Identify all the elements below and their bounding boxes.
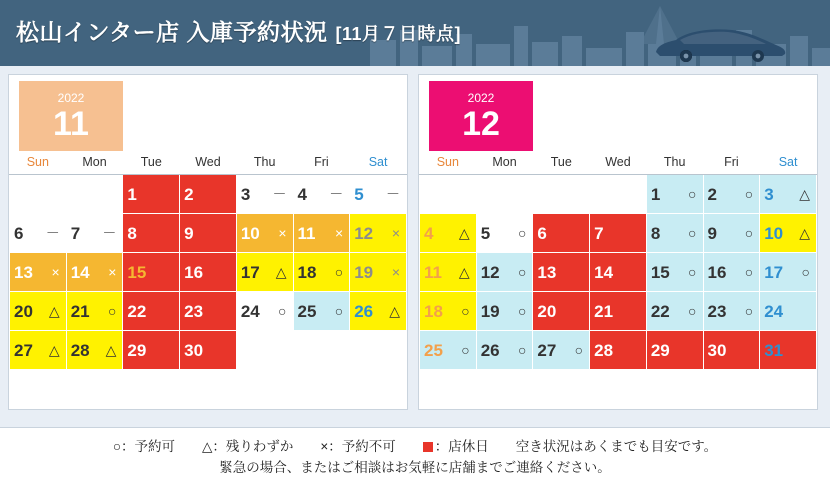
day-cell[interactable]: [350, 175, 407, 214]
weekday-header-thu: Thu: [236, 151, 293, 175]
availability-mark: ○: [688, 225, 697, 241]
day-number: 22: [650, 301, 670, 321]
availability-mark: △: [799, 186, 810, 202]
day-cell[interactable]: [123, 175, 180, 214]
day-number: 24: [764, 301, 784, 321]
availability-mark: －: [102, 225, 117, 241]
week-row: [10, 214, 407, 253]
day-number: 27: [14, 340, 33, 360]
day-cell[interactable]: [476, 331, 533, 370]
day-number: 2: [184, 184, 194, 204]
day-number: 9: [184, 223, 194, 243]
day-cell[interactable]: [760, 331, 817, 370]
availability-mark: △: [458, 264, 470, 280]
day-number: 6: [14, 223, 24, 243]
year-label: 2022: [57, 91, 85, 105]
day-cell[interactable]: [420, 292, 477, 331]
day-number: 14: [594, 262, 614, 282]
day-number: 19: [480, 301, 500, 321]
day-number: 10: [240, 223, 260, 243]
day-cell[interactable]: [236, 292, 293, 331]
availability-mark: ○: [107, 303, 117, 319]
day-number: 8: [650, 223, 661, 243]
day-number: 4: [297, 184, 307, 204]
page-title-note: [11月７日時点]: [335, 24, 462, 44]
day-cell-empty: [533, 370, 590, 409]
availability-mark: ○: [334, 303, 344, 319]
day-number: 25: [297, 301, 317, 321]
availability-mark: △: [105, 342, 117, 358]
day-cell[interactable]: [123, 292, 180, 331]
day-number: 21: [70, 301, 90, 321]
weekday-header-tue: Tue: [533, 151, 590, 175]
availability-mark: ○: [334, 264, 344, 280]
month-label: 11: [53, 105, 89, 143]
day-number: 30: [707, 340, 727, 360]
day-number: 28: [594, 340, 614, 360]
day-number: 2: [707, 184, 717, 204]
day-number: 1: [127, 184, 137, 204]
availability-mark: ○: [744, 225, 754, 241]
day-number: 5: [480, 223, 491, 243]
day-cell[interactable]: [646, 292, 703, 331]
page-title-text: 松山インター店 入庫予約状況: [16, 19, 328, 45]
day-number: 12: [354, 223, 374, 243]
day-number: 29: [127, 340, 147, 360]
day-cell[interactable]: [703, 292, 760, 331]
day-cell[interactable]: [420, 253, 477, 292]
day-number: 13: [537, 262, 557, 282]
availability-mark: －: [386, 186, 400, 202]
weekday-header-sun: Sun: [420, 151, 477, 175]
legend-holiday-text: ：店休日 空き状況はあくまでも目安です。: [434, 439, 718, 454]
day-number: 9: [707, 223, 717, 243]
day-cell[interactable]: [533, 214, 590, 253]
day-number: 18: [424, 301, 443, 321]
day-cell[interactable]: [590, 331, 647, 370]
day-number: 10: [764, 223, 784, 243]
day-cell[interactable]: [533, 292, 590, 331]
availability-mark: △: [458, 225, 470, 241]
day-number: 24: [240, 301, 260, 321]
week-row: [420, 292, 817, 331]
day-number: 23: [707, 301, 727, 321]
day-number: 17: [764, 262, 784, 282]
day-cell[interactable]: [703, 214, 760, 253]
day-number: 19: [354, 262, 374, 282]
year-label: 2022: [467, 91, 495, 105]
day-cell[interactable]: [760, 214, 817, 253]
day-cell-empty: [66, 175, 123, 214]
weekday-header-sat: Sat: [760, 151, 817, 175]
availability-mark: △: [48, 342, 60, 358]
day-number: 17: [240, 262, 260, 282]
day-cell[interactable]: [236, 175, 293, 214]
day-cell[interactable]: [10, 214, 67, 253]
day-cell-empty: [420, 370, 477, 409]
day-cell-empty: [476, 175, 533, 214]
day-number: 23: [184, 301, 204, 321]
page-header: [0, 0, 830, 66]
day-number: 26: [480, 340, 500, 360]
day-number: 3: [240, 184, 251, 204]
day-number: 21: [594, 301, 614, 321]
day-number: 27: [537, 340, 557, 360]
availability-mark: ○: [517, 264, 527, 280]
day-cell[interactable]: [123, 253, 180, 292]
availability-mark: ○: [278, 303, 287, 319]
day-cell[interactable]: [703, 175, 760, 214]
day-cell[interactable]: [180, 214, 237, 253]
day-cell[interactable]: [180, 175, 237, 214]
availability-mark: ○: [744, 303, 754, 319]
day-number: 16: [184, 262, 204, 282]
day-cell[interactable]: [10, 253, 67, 292]
day-cell[interactable]: [703, 331, 760, 370]
calendars-area: [0, 66, 830, 481]
day-cell[interactable]: [476, 292, 533, 331]
weekday-header-sat: Sat: [350, 151, 407, 175]
weekday-header-wed: Wed: [180, 151, 237, 175]
day-number: 12: [480, 262, 500, 282]
day-cell-empty: [646, 370, 703, 409]
availability-mark: ○: [744, 186, 754, 202]
availability-mark: ○: [688, 186, 697, 202]
day-cell[interactable]: [533, 253, 590, 292]
day-cell[interactable]: [420, 331, 477, 370]
day-cell[interactable]: [533, 331, 590, 370]
month-label: 12: [462, 105, 500, 143]
day-number: 11: [424, 262, 442, 282]
day-number: 25: [424, 340, 443, 360]
weekday-header-wed: Wed: [590, 151, 647, 175]
legend: [0, 427, 830, 489]
day-cell[interactable]: [123, 214, 180, 253]
day-cell[interactable]: [180, 253, 237, 292]
day-cell[interactable]: [646, 214, 703, 253]
day-cell[interactable]: [646, 253, 703, 292]
day-cell[interactable]: [10, 292, 67, 331]
day-cell[interactable]: [760, 175, 817, 214]
availability-mark: ○: [688, 303, 697, 319]
calendar-grid-december: [419, 151, 817, 409]
day-cell[interactable]: [476, 253, 533, 292]
day-cell-empty: [590, 370, 647, 409]
weekday-header-fri: Fri: [703, 151, 760, 175]
week-row: [420, 253, 817, 292]
day-cell[interactable]: [293, 292, 350, 331]
availability-mark: －: [45, 225, 60, 241]
calendar-november: [8, 74, 408, 410]
week-row: [420, 175, 817, 214]
day-number: 7: [70, 223, 81, 243]
day-cell[interactable]: [66, 214, 123, 253]
day-cell[interactable]: [760, 292, 817, 331]
weekday-header-mon: Mon: [476, 151, 533, 175]
availability-mark: △: [275, 264, 287, 280]
availability-mark: ×: [335, 225, 344, 241]
day-number: 15: [127, 262, 147, 282]
day-number: 31: [764, 340, 784, 360]
calendar-header-november: [9, 75, 407, 151]
day-cell[interactable]: [180, 292, 237, 331]
day-number: 29: [650, 340, 670, 360]
availability-mark: ○: [801, 264, 810, 280]
weekday-header-tue: Tue: [123, 151, 180, 175]
day-number: 28: [70, 340, 90, 360]
weekday-header-row: [420, 151, 817, 175]
availability-mark: ○: [517, 342, 527, 358]
car-icon: [650, 26, 790, 62]
day-cell[interactable]: [350, 214, 407, 253]
day-number: 6: [537, 223, 547, 243]
day-cell[interactable]: [293, 175, 350, 214]
legend-symbols-text: ○：予約可 △：残りわずか ×：予約不可: [112, 439, 423, 454]
day-cell-empty: [476, 370, 533, 409]
day-number: 16: [707, 262, 727, 282]
day-cell[interactable]: [646, 175, 703, 214]
weekday-header-sun: Sun: [10, 151, 67, 175]
availability-mark: ×: [51, 264, 60, 280]
holiday-color-swatch: [423, 442, 433, 452]
day-cell-empty: [236, 331, 293, 370]
day-number: 15: [650, 262, 670, 282]
day-number: 26: [354, 301, 374, 321]
day-cell-empty: [10, 175, 67, 214]
day-number: 3: [764, 184, 774, 204]
availability-mark: ×: [391, 225, 400, 241]
day-cell[interactable]: [760, 253, 817, 292]
availability-mark: ×: [278, 225, 287, 241]
day-number: 30: [184, 340, 204, 360]
legend-line-2: 緊急の場合、またはご相談はお気軽に店舗までご連絡ください。: [219, 460, 611, 475]
day-cell[interactable]: [180, 331, 237, 370]
calendar-december: [418, 74, 818, 410]
availability-mark: ○: [461, 303, 470, 319]
day-cell[interactable]: [476, 214, 533, 253]
day-cell[interactable]: [590, 214, 647, 253]
availability-mark: ○: [744, 264, 754, 280]
availability-mark: －: [329, 186, 344, 202]
day-number: 20: [14, 301, 33, 321]
day-number: 20: [537, 301, 557, 321]
page-title: [16, 14, 461, 47]
availability-mark: ○: [461, 342, 470, 358]
day-cell-empty: [760, 370, 817, 409]
weekday-header-thu: Thu: [646, 151, 703, 175]
day-cell[interactable]: [66, 331, 123, 370]
availability-mark: ○: [574, 342, 584, 358]
week-row: [420, 370, 817, 409]
day-number: 4: [424, 223, 434, 243]
availability-mark: ○: [688, 264, 697, 280]
day-number: 13: [14, 262, 33, 282]
day-number: 1: [650, 184, 661, 204]
day-cell-empty: [590, 175, 647, 214]
availability-mark: ○: [517, 303, 527, 319]
day-number: 14: [70, 262, 90, 282]
calendar-header-december: [419, 75, 817, 151]
day-cell-empty: [703, 370, 760, 409]
day-cell-empty: [420, 175, 477, 214]
month-badge-december: [429, 81, 533, 151]
availability-mark: ×: [108, 264, 117, 280]
availability-mark: －: [272, 186, 287, 202]
day-cell[interactable]: [66, 253, 123, 292]
day-number: 8: [127, 223, 137, 243]
day-cell[interactable]: [123, 331, 180, 370]
week-row: [10, 331, 407, 370]
day-cell[interactable]: [590, 253, 647, 292]
availability-mark: △: [48, 303, 60, 319]
day-cell[interactable]: [236, 214, 293, 253]
week-row: [420, 331, 817, 370]
availability-mark: △: [799, 225, 810, 241]
day-cell[interactable]: [420, 214, 477, 253]
day-cell-empty: [293, 331, 350, 370]
month-badge-november: [19, 81, 123, 151]
week-row: [10, 253, 407, 292]
availability-mark: ×: [391, 264, 400, 280]
week-row: [420, 214, 817, 253]
day-number: 11: [297, 223, 316, 243]
availability-mark: △: [389, 303, 400, 319]
day-cell[interactable]: [10, 331, 67, 370]
day-cell[interactable]: [646, 331, 703, 370]
day-number: 5: [354, 184, 364, 204]
day-number: 22: [127, 301, 147, 321]
day-cell[interactable]: [703, 253, 760, 292]
week-row: [10, 292, 407, 331]
availability-mark: ○: [517, 225, 527, 241]
day-cell[interactable]: [293, 253, 350, 292]
weekday-header-row: [10, 151, 407, 175]
day-cell[interactable]: [350, 292, 407, 331]
legend-line-1: [0, 436, 830, 457]
day-cell[interactable]: [236, 253, 293, 292]
calendar-grid-november: [9, 151, 407, 370]
weekday-header-fri: Fri: [293, 151, 350, 175]
weekday-header-mon: Mon: [66, 151, 123, 175]
day-number: 18: [297, 262, 317, 282]
day-cell[interactable]: [350, 253, 407, 292]
day-cell[interactable]: [293, 214, 350, 253]
day-cell[interactable]: [590, 292, 647, 331]
day-cell-empty: [533, 175, 590, 214]
day-number: 7: [594, 223, 604, 243]
calendar-columns: [8, 74, 822, 410]
week-row: [10, 175, 407, 214]
day-cell[interactable]: [66, 292, 123, 331]
day-cell-empty: [350, 331, 407, 370]
